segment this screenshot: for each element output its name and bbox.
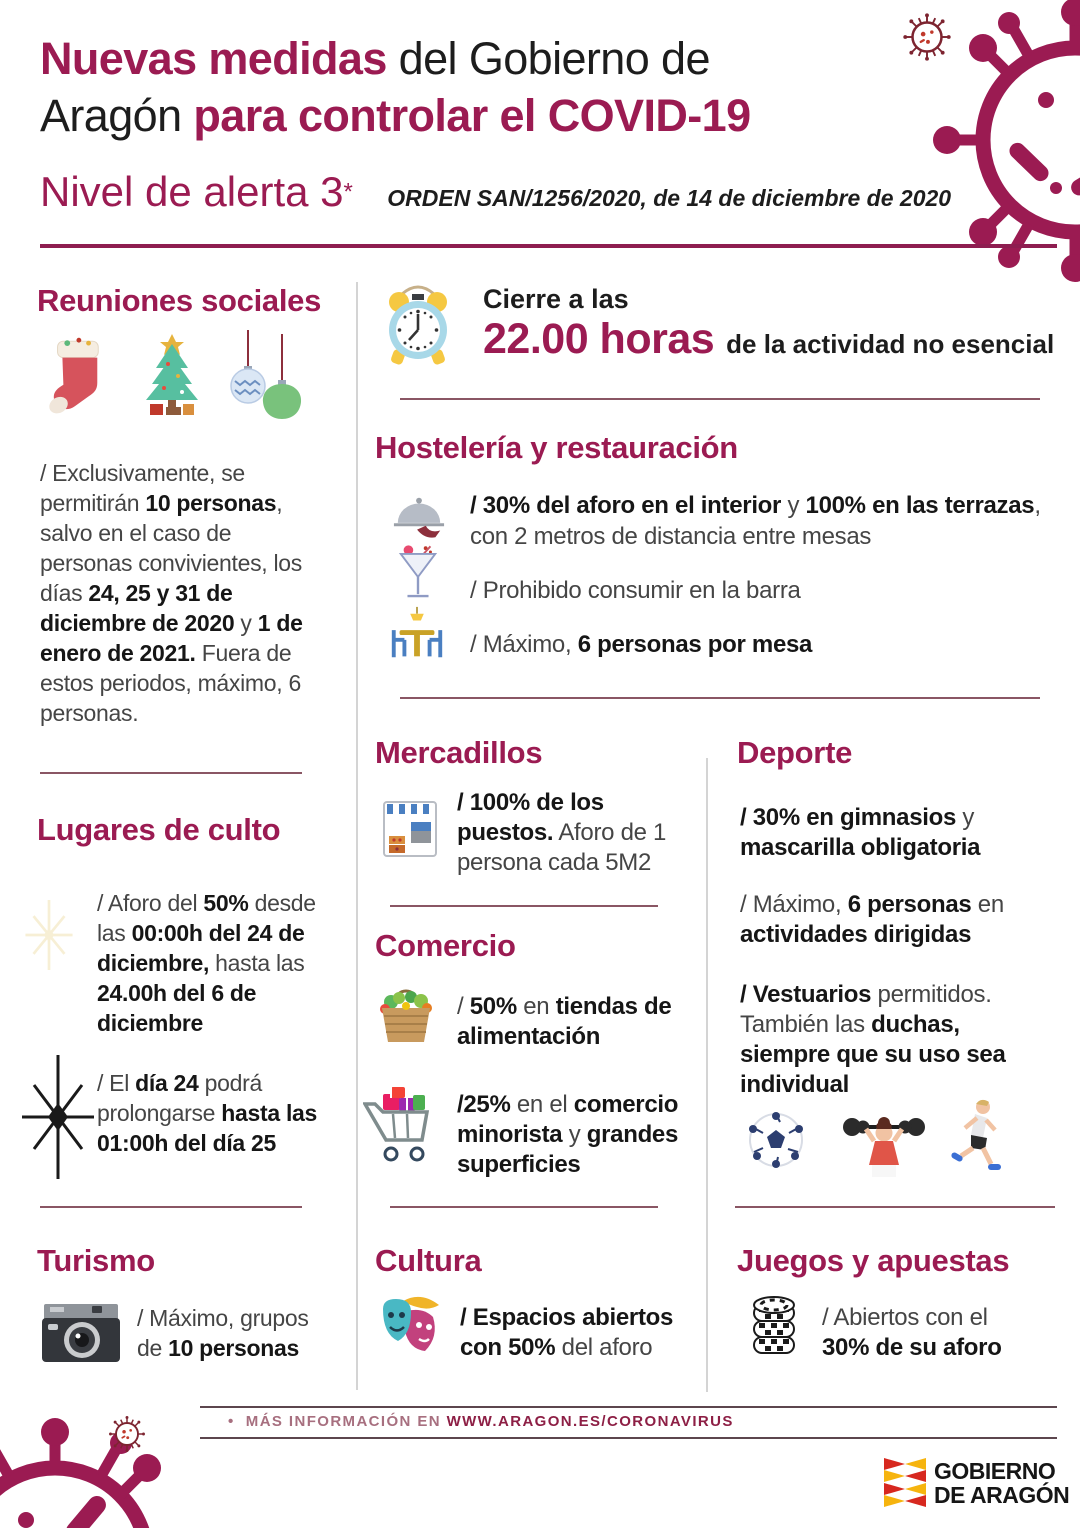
section-title-deporte: Deporte bbox=[737, 735, 853, 770]
grocery-basket-icon bbox=[377, 986, 435, 1046]
section-divider bbox=[390, 1206, 658, 1208]
section-title-juegos: Juegos y apuestas bbox=[737, 1243, 1010, 1278]
juegos-rule: / Abiertos con el 30% de su aforo bbox=[822, 1304, 1002, 1361]
shopping-cart-icon bbox=[363, 1086, 439, 1168]
poker-chips-icon bbox=[750, 1291, 798, 1357]
closure-prefix: Cierre a las bbox=[483, 284, 629, 314]
vertical-divider bbox=[356, 282, 358, 1390]
closure-time: 22.00 horas bbox=[483, 315, 715, 363]
faint-star-icon bbox=[10, 900, 88, 970]
virus-icon bbox=[898, 8, 956, 66]
christmas-tree-icon bbox=[126, 330, 218, 422]
header-rule bbox=[40, 244, 1057, 248]
virus-icon bbox=[0, 1410, 205, 1528]
footer-line-top bbox=[200, 1406, 1057, 1408]
weightlifter-icon bbox=[838, 1105, 930, 1179]
reuniones-rule-text: / Exclusivamente, se permitirán 10 personas, salvo en el caso de personas convivientes, los días 24, 25 y 31 de diciembre de 2020 y 1 de enero de 2021. Fuera de estos periodos, máximo, 6 personas. bbox=[40, 460, 303, 726]
section-divider bbox=[40, 772, 302, 774]
section-title-comercio: Comercio bbox=[375, 928, 516, 963]
comercio-rule-1: / 50% en tiendas de alimentación bbox=[457, 993, 672, 1050]
section-title-cultura: Cultura bbox=[375, 1243, 482, 1278]
table-chairs-icon bbox=[386, 606, 448, 664]
section-divider bbox=[40, 1206, 302, 1208]
cocktail-icon bbox=[396, 543, 440, 607]
deporte-rule-1: / 30% en gimnasios y mascarilla obligatoria bbox=[740, 804, 981, 861]
section-title-turismo: Turismo bbox=[37, 1243, 155, 1278]
baubles-icon bbox=[222, 330, 306, 426]
culto-rule-2: / El día 24 podrá prolongarse hasta las 01:00h del día 25 bbox=[97, 1070, 318, 1156]
vertical-divider bbox=[706, 758, 708, 1392]
footer-url: WWW.ARAGON.ES/CORONAVIRUS bbox=[446, 1413, 734, 1430]
order-reference: ORDEN SAN/1256/2020, de 14 de diciembre de 2020 bbox=[387, 185, 952, 211]
hosteleria-rule-2: / Prohibido consumir en la barra bbox=[470, 577, 801, 604]
cultura-rule: / Espacios abiertos con 50% del aforo bbox=[460, 1304, 674, 1361]
alarm-clock-icon bbox=[374, 280, 462, 370]
turismo-rule: / Máximo, grupos de 10 personas bbox=[137, 1305, 309, 1361]
hosteleria-rule-3: / Máximo, 6 personas por mesa bbox=[470, 631, 813, 658]
section-title-mercadillos: Mercadillos bbox=[375, 735, 543, 770]
runner-icon bbox=[945, 1098, 1003, 1178]
theater-masks-icon bbox=[377, 1293, 447, 1363]
camera-icon bbox=[40, 1300, 122, 1364]
deporte-rule-3: / Vestuarios permitidos. También las duchas, siempre que su uso sea individual bbox=[740, 981, 1006, 1098]
closure-suffix: de la actividad no esencial bbox=[726, 329, 1055, 359]
aragon-emblem-icon bbox=[884, 1458, 926, 1508]
deporte-rule-2: / Máximo, 6 personas en actividades dirigidas bbox=[740, 891, 1004, 948]
footer-info: • MÁS INFORMACIÓN EN WWW.ARAGON.ES/CORONAVIRUS bbox=[228, 1413, 734, 1430]
stocking-icon bbox=[44, 336, 106, 420]
hosteleria-rule-1: / 30% del aforo en el interior y 100% en las terrazas, con 2 metros de distancia entre mesas bbox=[470, 492, 1041, 550]
gobierno-aragon-logo: GOBIERNO DE ARAGÓN bbox=[884, 1458, 1069, 1508]
section-divider bbox=[735, 1206, 1055, 1208]
closure-banner bbox=[483, 284, 1054, 364]
soccer-ball-icon bbox=[748, 1112, 804, 1168]
section-divider bbox=[390, 905, 658, 907]
page-title: Nuevas medidas del Gobierno de Aragón para controlar el COVID-19 bbox=[40, 33, 751, 141]
alert-level: Nivel de alerta 3* ORDEN SAN/1256/2020, de 14 de diciembre de 2020 bbox=[40, 168, 952, 215]
section-divider bbox=[400, 398, 1040, 400]
footer-line-bottom bbox=[200, 1437, 1057, 1439]
mercadillos-rule: / 100% de los puestos. Aforo de 1 persona cada 5M2 bbox=[457, 789, 667, 876]
cloche-icon bbox=[392, 490, 446, 546]
section-divider bbox=[400, 697, 1040, 699]
section-title-reuniones: Reuniones sociales bbox=[37, 283, 322, 318]
section-title-hosteleria: Hostelería y restauración bbox=[375, 430, 738, 465]
star-icon bbox=[20, 1055, 96, 1179]
comercio-rule-2: /25% en el comercio minorista y grandes superficies bbox=[457, 1091, 679, 1178]
culto-rule-1: / Aforo del 50% desde las 00:00h del 24 de diciembre, hasta las 24.00h del 6 de diciembre bbox=[97, 890, 316, 1036]
virus-icon bbox=[105, 1412, 149, 1456]
market-stall-icon bbox=[383, 798, 437, 858]
section-title-culto: Lugares de culto bbox=[37, 812, 281, 847]
